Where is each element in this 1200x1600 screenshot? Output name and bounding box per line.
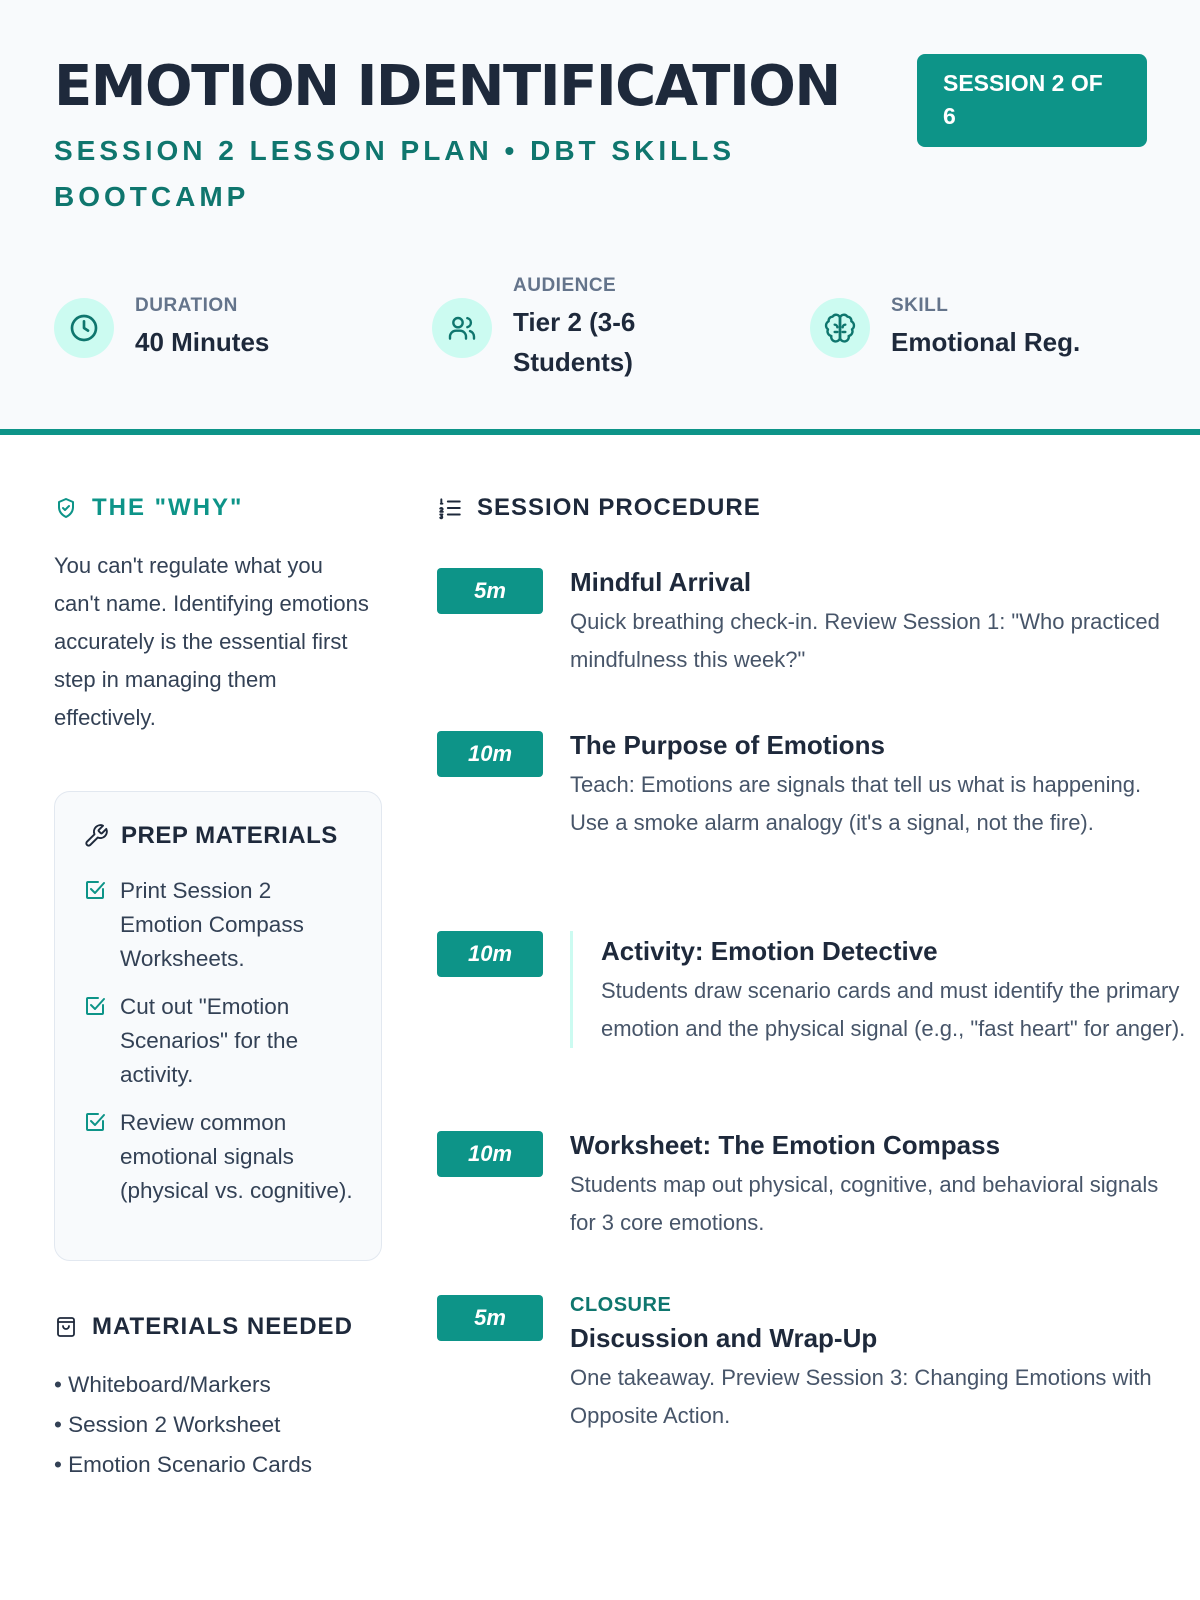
meta-audience [432,270,713,385]
prep-item [83,1106,358,1208]
step-title: The Purpose of Emotions [570,730,885,760]
time-badge: 5m [437,1295,543,1341]
why-text: You can't regulate what you can't name. Identifying emotions accurately is the essential first step in managing them effectively. [54,553,369,730]
procedure-heading [437,494,761,522]
time-badge: 5m [437,568,543,614]
list-ordered-icon [437,495,463,521]
clock-icon [54,298,114,358]
list-item: • Session 2 Worksheet [54,1405,312,1445]
activity-highlight [570,931,1192,1048]
meta-label: DURATION [135,294,238,316]
prep-list [83,874,358,1222]
prep-heading-label: PREP MATERIALS [121,822,338,849]
prep-item [83,874,358,976]
brain-icon [810,298,870,358]
materials-list [54,1365,312,1485]
step-title: Discussion and Wrap-Up [570,1323,878,1353]
list-item: • Whiteboard/Markers [54,1365,312,1405]
materials-heading [54,1313,353,1341]
meta-label: AUDIENCE [513,274,617,296]
page-subtitle: SESSION 2 LESSON PLAN • DBT SKILLS BOOTCAMP [54,135,735,212]
prep-item-text: Print Session 2 Emotion Compass Worksheets. [120,878,304,971]
step-title: Worksheet: The Emotion Compass [570,1130,1001,1160]
materials-heading-label: MATERIALS NEEDED [92,1313,353,1340]
time-badge: 10m [437,731,543,777]
shield-check-icon [54,496,78,520]
shopping-bag-icon [54,1315,78,1339]
meta-value: Emotional Reg. [891,326,1081,357]
users-icon [432,298,492,358]
checkbox-checked-icon [83,994,107,1018]
page-title: EMOTION IDENTIFICATION [54,54,840,119]
prep-heading [83,822,338,850]
prep-materials-card [54,791,382,1261]
meta-value: Tier 2 (3-6 Students) [513,306,636,377]
step-description: Quick breathing check-in. Review Session 1: "Who practiced mindfulness this week?" [570,609,1160,672]
list-item: • Emotion Scenario Cards [54,1445,312,1485]
time-badge: 10m [437,1131,543,1177]
prep-item-text: Review common emotional signals (physical vs. cognitive). [120,1110,353,1203]
step-description: One takeaway. Preview Session 3: Changing Emotions with Opposite Action. [570,1365,1152,1428]
meta-duration [54,270,269,385]
step-description: Students draw scenario cards and must identify the primary emotion and the physical signal (e.g., "fast heart" for anger). [601,978,1186,1041]
meta-skill [810,270,1080,385]
checkbox-checked-icon [83,1110,107,1134]
header [0,0,1200,435]
prep-item-text: Cut out "Emotion Scenarios" for the activity. [120,994,299,1087]
step-title: Mindful Arrival [570,567,752,597]
checkbox-checked-icon [83,878,107,902]
meta-label: SKILL [891,294,949,316]
time-badge: 10m [437,931,543,977]
step-description: Teach: Emotions are signals that tell us what is happening. Use a smoke alarm analogy (it's a signal, not the fire). [570,772,1142,835]
wrench-icon [83,823,109,849]
meta-value: 40 Minutes [135,326,270,357]
procedure-heading-label: SESSION PROCEDURE [477,494,761,521]
session-badge: SESSION 2 OF 6 [917,54,1147,147]
closure-tag: CLOSURE [570,1294,672,1316]
prep-item [83,990,358,1092]
step-title: Activity: Emotion Detective [601,936,938,966]
why-heading-label: THE "WHY" [92,494,244,521]
why-heading [54,494,243,522]
step-description: Students map out physical, cognitive, and behavioral signals for 3 core emotions. [570,1172,1159,1235]
